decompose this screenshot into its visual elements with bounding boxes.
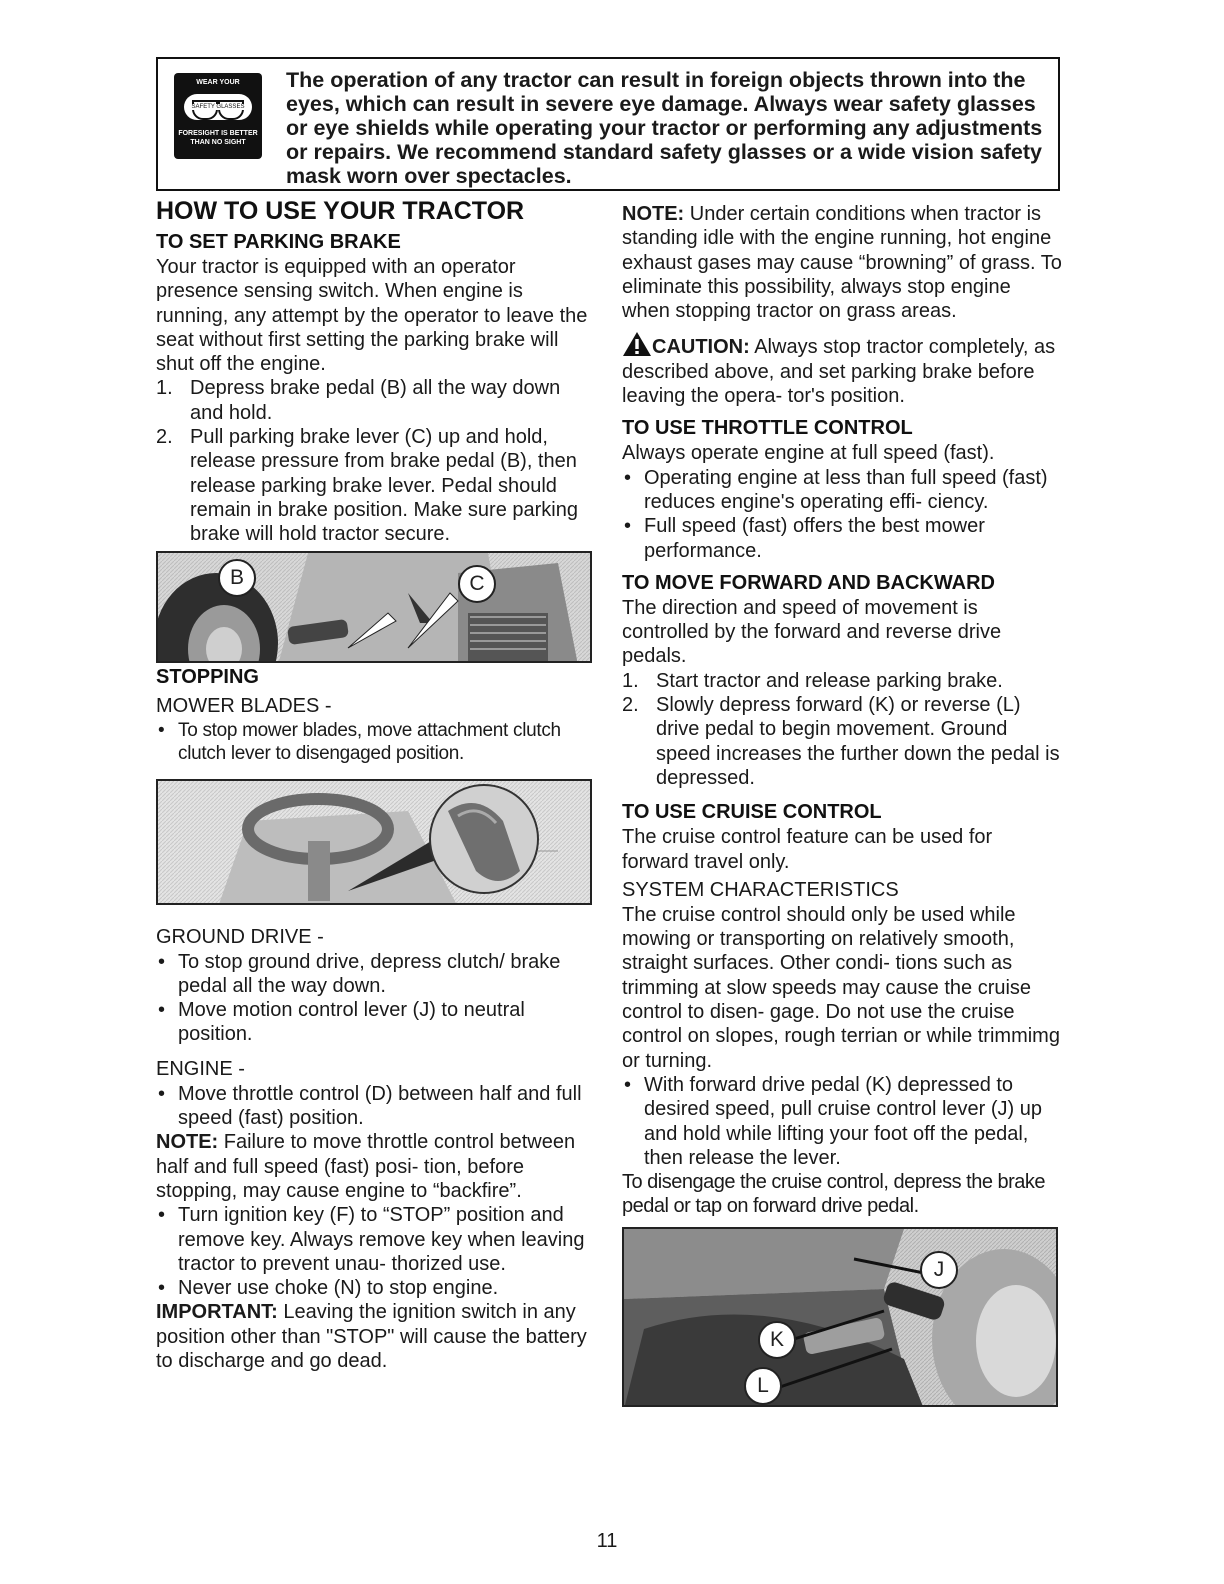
step-number: 2.	[622, 694, 639, 717]
drive-pedals-illustration	[624, 1229, 1058, 1407]
forward-backward-heading: TO MOVE FORWARD AND BACKWARD	[622, 571, 995, 594]
cruise-list	[622, 1073, 1062, 1170]
list-item: • Full speed (fast) offers the best mower performance.	[622, 514, 1062, 563]
step-text: Depress brake pedal (B) all the way down and hold.	[190, 377, 561, 424]
note-text: Under certain conditions when tractor is standing idle with the engine running, hot engine exhaust gases may cause “browning” of grass. To eliminate this possibility, always stop engine when stopping tractor on grass areas.	[622, 203, 1062, 323]
throttle-intro: Always operate engine at full speed (fast).	[622, 442, 995, 465]
parking-brake-heading: TO SET PARKING BRAKE	[156, 231, 401, 253]
note-label: NOTE:	[622, 203, 685, 225]
cruise-heading: TO USE CRUISE CONTROL	[622, 801, 882, 824]
safety-glasses-badge	[174, 73, 262, 159]
safety-glasses-icon	[184, 94, 252, 120]
forward-backward-intro: The direction and speed of movement is controlled by the forward and reverse drive pedals.	[622, 596, 1002, 668]
badge-top-text: WEAR YOUR	[196, 79, 240, 86]
badge-mid-text: SAFETY GLASSES	[191, 104, 245, 110]
note-text: Failure to move throttle control between half and full speed (fast) posi- tion, before stopping, may cause engine to “backfire”.	[156, 1131, 576, 1202]
list-item: • Never use choke (N) to stop engine.	[156, 1276, 596, 1300]
ignition-important-note	[156, 1300, 596, 1373]
engine-list-continued	[156, 1203, 596, 1300]
step-text: Pull parking brake lever (C) up and hold, release pressure from brake pedal (B), then release parking brake lever. Pedal should remain in brake position. Make sure parking brake will hold tractor secure.	[190, 426, 578, 546]
caution-note	[622, 331, 1062, 408]
step-text: Slowly depress forward (K) or reverse (L) drive pedal to begin movement. Ground speed increases the further down the pedal is depressed.	[656, 694, 1060, 789]
forward-backward-steps	[622, 669, 1062, 790]
right-column	[622, 202, 1062, 1407]
throttle-list	[622, 466, 1062, 563]
warning-text: The operation of any tractor can result in foreign objects thrown into the eyes, which can result in severe eye damage. Always wear safety glasses or eye shields while operating your tractor or performing any adjustments or repairs. We recommend standard safety glasses or a wide vision safety mask worn over spectacles.	[286, 68, 1043, 188]
important-label: IMPORTANT:	[156, 1301, 278, 1324]
mower-blades-list	[156, 719, 596, 765]
browning-note	[622, 202, 1062, 323]
parking-brake-photo	[156, 551, 592, 663]
ground-drive-label: GROUND DRIVE -	[156, 925, 324, 948]
list-item	[156, 425, 596, 546]
list-item	[622, 669, 1062, 693]
section-title: HOW TO USE YOUR TRACTOR	[156, 197, 525, 225]
badge-bottom-text: FORESIGHT IS BETTER THAN NO SIGHT	[178, 130, 258, 146]
engine-label: ENGINE -	[156, 1057, 245, 1080]
parking-brake-intro: Your tractor is equipped with an operator presence sensing switch. When engine is running, any attempt by the operator to leave the seat without first setting the parking brake will shut off the engine.	[156, 256, 588, 376]
important-text: Leaving the ignition switch in any position other than "STOP" will cause the battery to discharge and go dead.	[156, 1301, 587, 1373]
ground-drive-list	[156, 950, 596, 1047]
step-number: 1.	[156, 377, 173, 400]
parking-brake-steps	[156, 376, 596, 546]
caution-text: Always stop tractor completely, as described above, and set parking brake before leaving the opera- tor's position.	[622, 336, 1056, 408]
callout-b: B	[218, 559, 256, 597]
clutch-lever-illustration	[158, 781, 592, 905]
mower-blades-label: MOWER BLADES -	[156, 694, 332, 717]
note-label: NOTE:	[156, 1131, 219, 1154]
callout-j: J	[920, 1251, 958, 1289]
stopping-heading: STOPPING	[156, 665, 259, 688]
list-item	[156, 376, 596, 425]
cruise-intro: The cruise control feature can be used for forward travel only.	[622, 826, 993, 873]
step-number: 2.	[156, 426, 173, 449]
safety-warning-box	[156, 57, 1060, 191]
page-number: 11	[596, 1530, 618, 1552]
throttle-heading: TO USE THROTTLE CONTROL	[622, 417, 913, 440]
system-characteristics-label: SYSTEM CHARACTERISTICS	[622, 878, 899, 901]
step-text: Start tractor and release parking brake.	[656, 669, 1003, 692]
list-item	[622, 693, 1062, 790]
system-characteristics-text: The cruise control should only be used while mowing or transporting on relatively smooth, straight surfaces. Other condi- tions such as trimming at slow speeds may cause the cruise control to disen- gage. Do not use the cruise control on slopes, rough terrian or while trimmimg or turning.	[622, 903, 1060, 1072]
cruise-disengage-text: To disengage the cruise control, depress the brake pedal or tap on forward drive pedal.	[622, 1171, 1046, 1218]
list-item: • With forward drive pedal (K) depressed to desired speed, pull cruise control lever (J) up and hold while lifting your foot off the pedal, then release the lever.	[622, 1073, 1062, 1170]
callout-l: L	[744, 1367, 782, 1405]
mower-clutch-photo	[156, 779, 592, 905]
list-item: • Move motion control lever (J) to neutral position.	[156, 998, 596, 1047]
callout-c: C	[458, 565, 496, 603]
backfire-note	[156, 1130, 596, 1203]
left-column	[156, 196, 596, 1373]
list-item: • To stop ground drive, depress clutch/ brake pedal all the way down.	[156, 950, 596, 999]
list-item: • Turn ignition key (F) to “STOP” position and remove key. Always remove key when leaving tractor to prevent unau- thorized use.	[156, 1203, 596, 1276]
list-item: • Move throttle control (D) between half and full speed (fast) position.	[156, 1082, 596, 1131]
step-number: 1.	[622, 669, 639, 692]
list-item: • Operating engine at less than full speed (fast) reduces engine's operating effi- ciency.	[622, 466, 1062, 515]
list-item: • To stop mower blades, move attachment clutch clutch lever to disengaged position.	[156, 719, 596, 765]
engine-list	[156, 1082, 596, 1131]
caution-triangle-icon	[622, 331, 652, 357]
cruise-control-photo	[622, 1227, 1058, 1407]
callout-k: K	[758, 1321, 796, 1359]
caution-label: CAUTION:	[652, 336, 750, 359]
